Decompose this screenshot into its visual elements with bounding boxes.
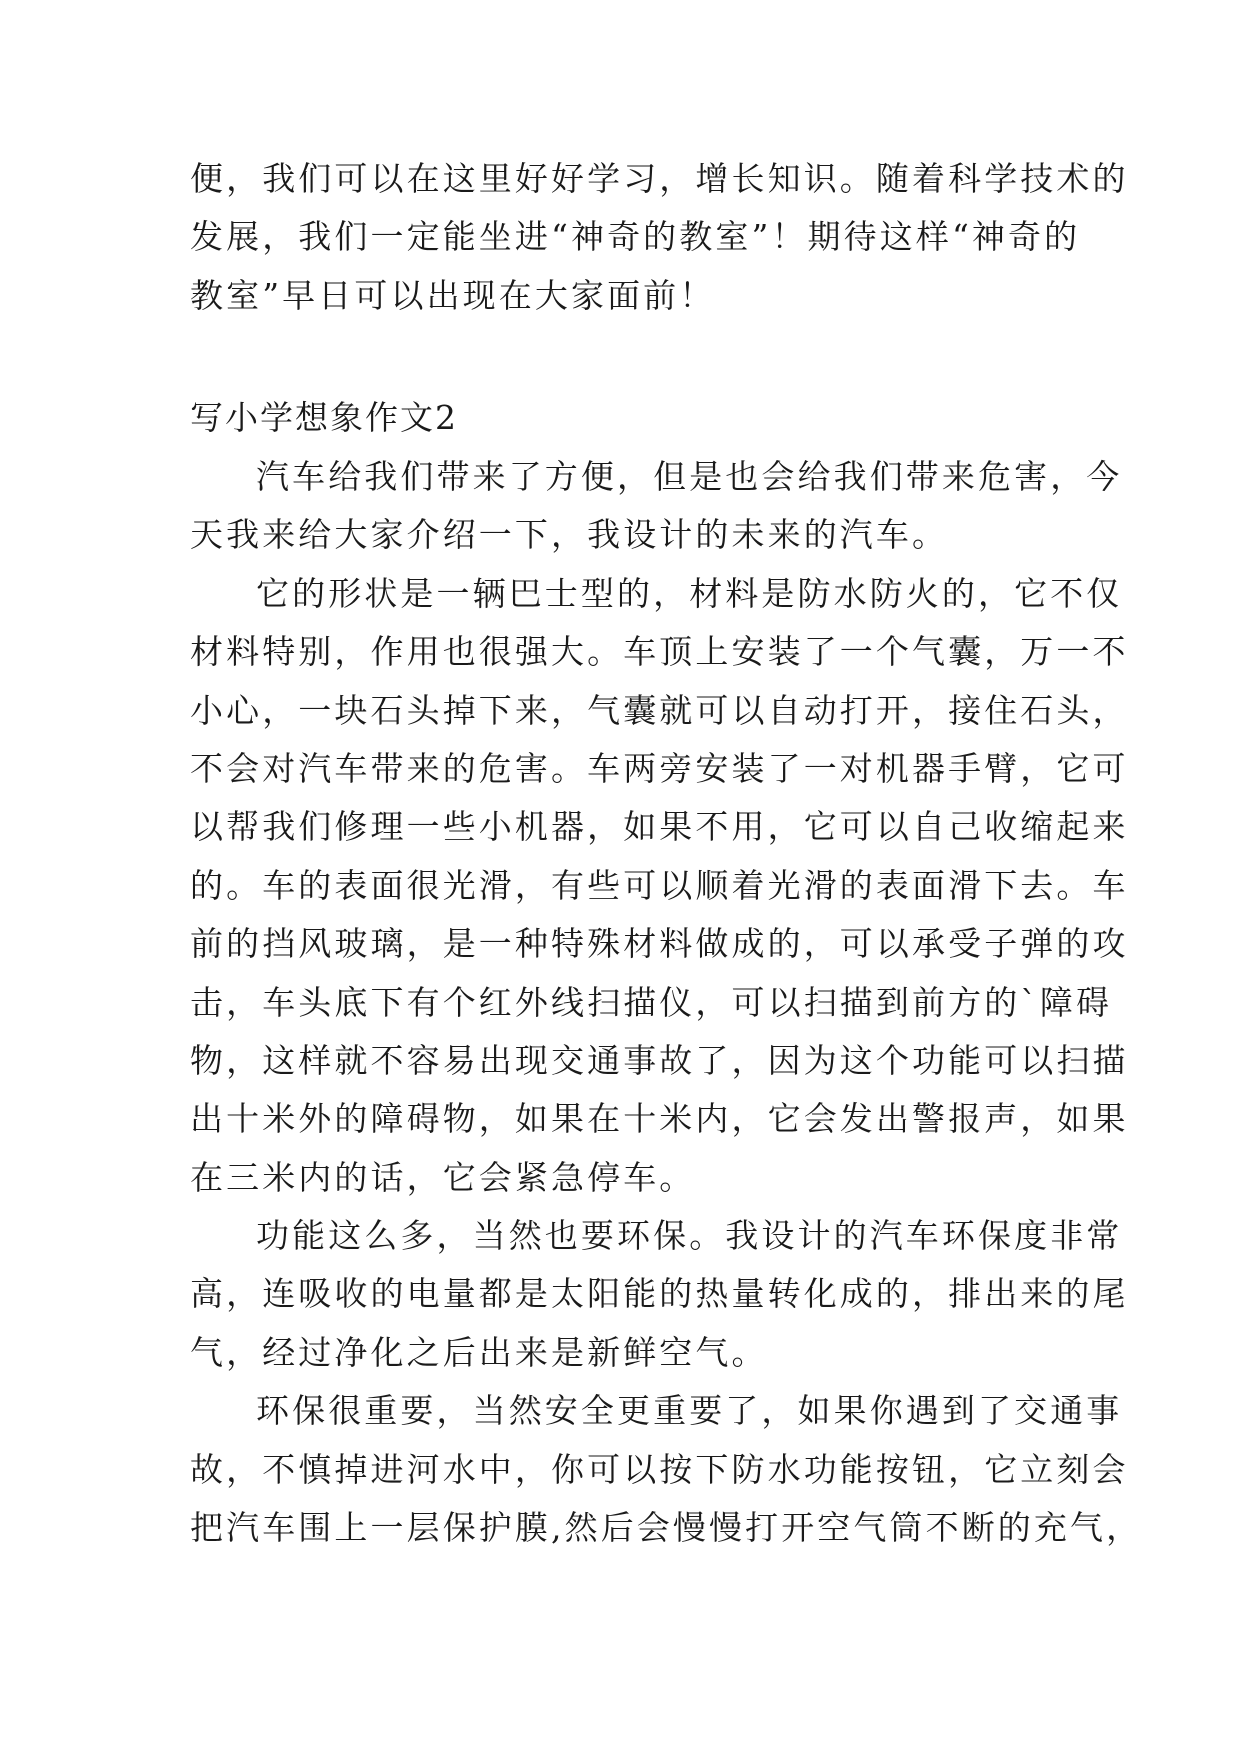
section-body	[190, 448, 1143, 1557]
section-title: 写小学想象作文2	[190, 398, 458, 437]
paragraph-line: 故，不慎掉进河水中，你可以按下防水功能按钮，它立刻会	[190, 1449, 1129, 1489]
paragraph-line: 环保很重要，当然安全更重要了，如果你遇到了交通事	[256, 1391, 1123, 1431]
paragraph-line: 便，我们可以在这里好好学习，增长知识。随着科学技术的	[190, 159, 1129, 198]
paragraph-line: 的。车的表面很光滑，有些可以顺着光滑的表面滑下去。车	[190, 865, 1129, 905]
paragraph-line: 把汽车围上一层保护膜,然后会慢慢打开空气筒不断的充气，	[190, 1508, 1143, 1548]
paragraph-line: 出十米外的障碍物，如果在十米内，它会发出警报声，如果	[190, 1099, 1129, 1139]
paragraph-line: 汽车给我们带来了方便，但是也会给我们带来危害，今	[256, 457, 1123, 496]
paragraph-line: 它的形状是一辆巴士型的，材料是防水防火的，它不仅	[256, 573, 1123, 613]
paragraph-line: 物，这样就不容易出现交通事故了，因为这个功能可以扫描	[190, 1040, 1129, 1080]
paragraph-line: 在三米内的话，它会紧急停车。	[190, 1157, 696, 1197]
paragraph-line: 材料特别，作用也很强大。车顶上安装了一个气囊，万一不	[190, 632, 1129, 672]
paragraph-line: 天我来给大家介绍一下，我设计的未来的汽车。	[190, 515, 949, 555]
paragraph-line: 功能这么多，当然也要环保。我设计的汽车环保度非常	[256, 1216, 1123, 1256]
paragraph-line: 小心，一块石头掉下来，气囊就可以自动打开，接住石头，	[190, 690, 1129, 730]
paragraph-line: 发展，我们一定能坐进“神奇的教室”！期待这样“神奇的	[190, 217, 1081, 257]
paragraph-line: 击，车头底下有个红外线扫描仪，可以扫描到前方的`障碍	[190, 982, 1113, 1022]
paragraph-line: 前的挡风玻璃，是一种特殊材料做成的，可以承受子弹的攻	[190, 924, 1129, 964]
intro-paragraph	[190, 150, 1129, 325]
paragraph-line: 高，连吸收的电量都是太阳能的热量转化成的，排出来的尾	[190, 1274, 1129, 1314]
paragraph-line: 以帮我们修理一些小机器，如果不用，它可以自己收缩起来	[190, 807, 1129, 847]
paragraph-line: 不会对汽车带来的危害。车两旁安装了一对机器手臂，它可	[190, 748, 1129, 788]
paragraph-line: 教室”早日可以出现在大家面前！	[190, 275, 716, 315]
paragraph-line: 气，经过净化之后出来是新鲜空气。	[190, 1332, 768, 1372]
